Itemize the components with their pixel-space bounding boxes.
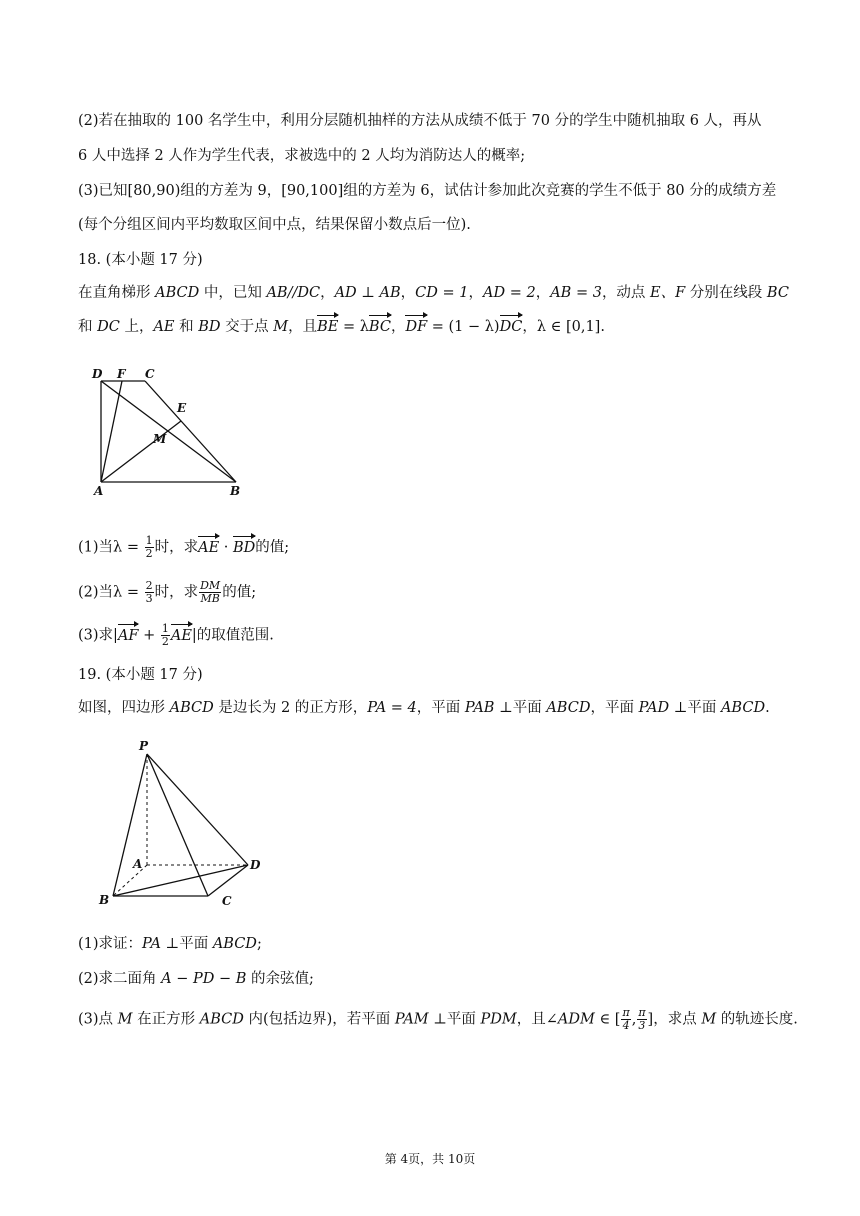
label-A: A (133, 857, 143, 871)
q17-part3-line2: (每个分组区间内平均数取区间中点，结果保留小数点后一位). (78, 217, 471, 233)
q18-sub2: (2)当λ = $\frac{2}{3}$ 时，求 $\frac{DM}{MB}$ 的值; (78, 579, 257, 605)
q17-part2-line1: (2)若在抽取的 100 名学生中，利用分层随机抽样的方法从成绩不低于 70 分的学生中随机抽取 6 人，再从 (78, 113, 762, 129)
label-D: D (250, 858, 261, 872)
q19-sub2: (2)求二面角 A − PD − B 的余弦值; (78, 971, 314, 987)
q17-part3-line1: (3)已知[80,90)组的方差为 9，[90,100]组的方差为 6，试估计参加此次竞赛的学生不低于 80 分的成绩方差 (78, 183, 777, 199)
pi-2: π (638, 1006, 646, 1019)
vector-AF: AF (117, 627, 139, 644)
page-footer: 第 4页，共 10页 (384, 1152, 476, 1166)
label-F: F (117, 367, 126, 381)
label-B: B (230, 484, 241, 498)
label-P: P (139, 739, 149, 753)
q18-header: 18. (本小题 17 分) (78, 252, 203, 268)
vector-BE: BE (317, 319, 339, 335)
label-B: B (99, 893, 110, 907)
q17-part2-line2: 6 人中选择 2 人作为学生代表，求被选中的 2 人均为消防达人的概率; (78, 148, 526, 164)
vector-AE-2: AE (170, 627, 192, 644)
label-M: M (153, 432, 167, 446)
vector-DF: DF (405, 319, 428, 335)
vector-BD: BD (233, 539, 256, 556)
q19-stem: 如图，四边形 ABCD 是边长为 2 的正方形，PA = 4，平面 PAB ⊥平面 ABCD，平面 PAD ⊥平面 ABCD. (78, 700, 770, 716)
q18-sub3: (3)求|AF + $\frac{1}{2}$ AE|的取值范围. (78, 622, 274, 648)
q18-sub1: (1)当λ = $\frac{1}{2}$ 时，求AE · BD的值; (78, 534, 290, 560)
vector-AE: AE (198, 539, 220, 556)
q18-stem-line1: 在直角梯形 ABCD 中，已知 AB//DC，AD ⊥ AB，CD = 1，AD = 2，AB = 3，动点 E、F 分别在线段 BC (78, 285, 789, 301)
label-A: A (94, 484, 104, 498)
label-C: C (145, 367, 155, 381)
vector-BC: BC (368, 319, 391, 335)
label-D: D (92, 367, 103, 381)
label-E: E (177, 401, 187, 415)
q19-header: 19. (本小题 17 分) (78, 667, 203, 683)
q19-sub1: (1)求证：PA ⊥平面 ABCD; (78, 936, 262, 952)
pyramid-figure (92, 738, 272, 910)
q19-sub3: (3)点 M 在正方形 ABCD 内(包括边界)，若平面 PAM ⊥平面 PDM，且∠ADM ∈ [ $\frac{\pi}{4}$ , $\frac{\pi}{3}$ ]，求点 M 的轨迹长度. (78, 1006, 798, 1032)
q18-stem-line2: 和 DC 上，AE 和 BD 交于点 M，且BE = λBC，DF = (1 − λ)DC，λ ∈ [0,1]. (78, 319, 605, 335)
trapezoid-figure (84, 362, 254, 502)
label-C: C (222, 894, 232, 908)
vector-DC: DC (499, 319, 523, 335)
